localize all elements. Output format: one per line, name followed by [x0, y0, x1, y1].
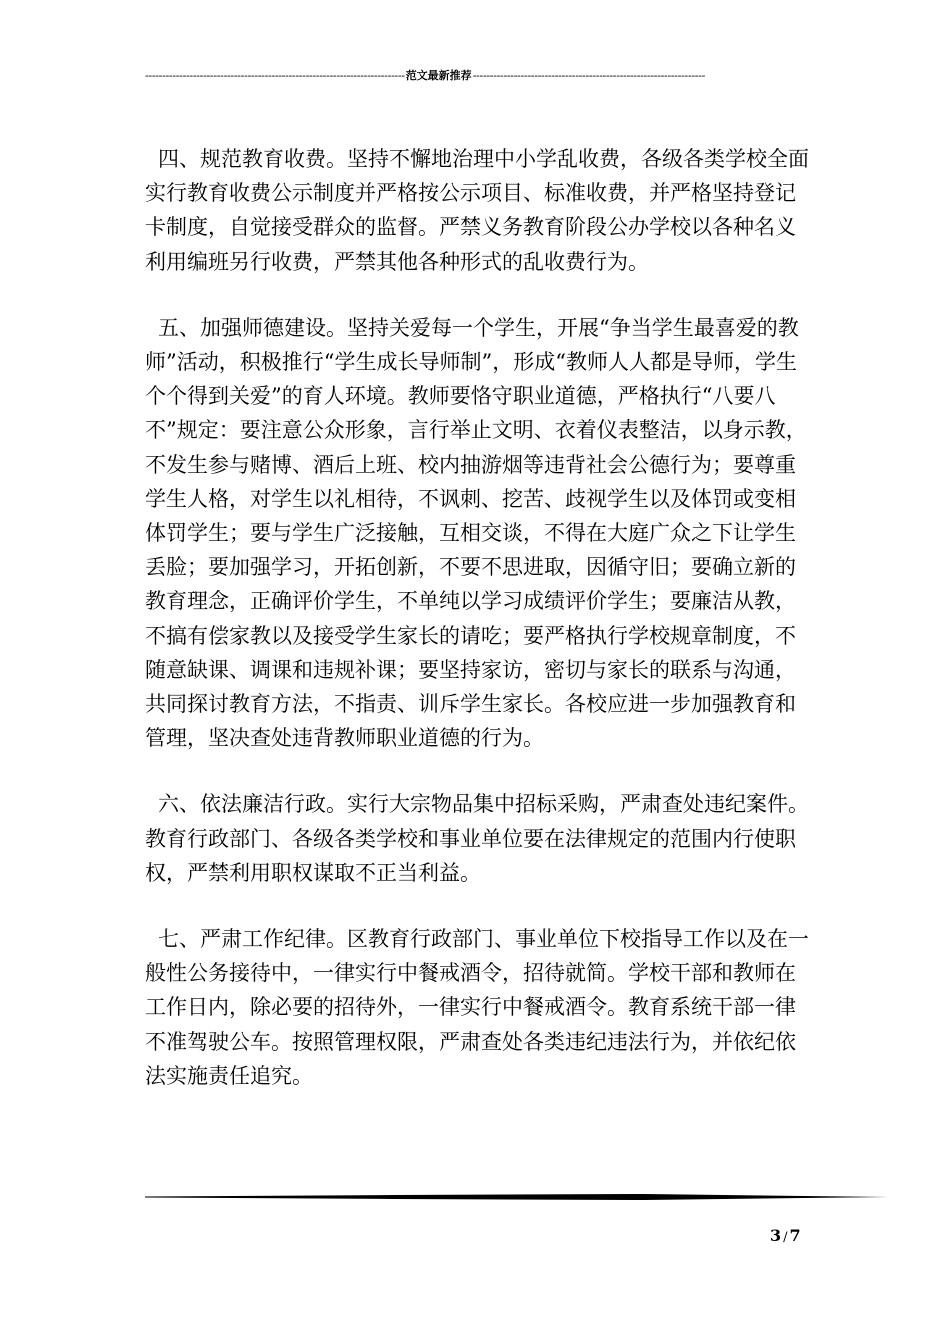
document-body [145, 142, 810, 1125]
paragraph-work-discipline: 七、严肃工作纪律。区教育行政部门、事业单位下校指导工作以及在一般性公务接待中，一律实行中餐戒酒令，招待就简。学校干部和教师在工作日内，除必要的招待外，一律实行中餐戒酒令。教育系统干部一律不准驾驶公车。按照管理权限，严肃查处各类违纪违法行为，并依纪依法实施责任追究。 [145, 927, 809, 1088]
page-total: 7 [789, 1226, 801, 1245]
page-current: 3 [770, 1226, 782, 1245]
paragraph-teacher-ethics: 五、加强师德建设。坚持关爱每一个学生，开展“争当学生最喜爱的教师”活动，积极推行“学生成长导师制”，形成“教师人人都是导师，学生个个得到关爱”的育人环境。教师要恪守职业道德，严格执行“八要八不”规定：要注意公众形象，言行举止文明、衣着仪表整洁，以身示教，不发生参与赌博、酒后上班、校内抽游烟等违背社会公德行为；要尊重学生人格，对学生以礼相待，不讽刺、挖苦、歧视学生以及体罚或变相体罚学生；要与学生广泛接触，互相交谈，不得在大庭广众之下让学生丢脸；要加强学习，开拓创新，不要不思进取，因循守旧；要确立新的教育理念，正确评价学生，不单纯以学习成绩评价学生；要廉洁从教，不搞有偿家教以及接受学生家长的请吃；要严格执行学校规章制度，不随意缺课、调课和违规补课；要坚持家访，密切与家长的联系与沟通，共同探讨教育方法，不指责、训斥学生家长。各校应进一步加强教育和管理，坚决查处违背教师职业道德的行为。 [145, 315, 807, 751]
page-header [145, 64, 805, 88]
page-number [770, 1226, 801, 1245]
header-dashes-left: ---------------------------------------------------------------------------- [145, 69, 405, 82]
header-title: 范文最新推荐 [405, 69, 472, 82]
header-dashes-right: -------------------------------------------------------------------- [472, 69, 706, 82]
paragraph-fee-regulation: 四、规范教育收费。坚持不懈地治理中小学乱收费，各级各类学校全面实行教育收费公示制度并严格按公示项目、标准收费，并严格坚持登记卡制度，自觉接受群众的监督。严禁义务教育阶段公办学校以各种名义利用编班另行收费，严禁其他各种形式的乱收费行为。 [145, 147, 809, 274]
footer-divider [145, 1194, 889, 1200]
paragraph-clean-administration: 六、依法廉洁行政。实行大宗物品集中招标采购，严肃查处违纪案件。教育行政部门、各级各类学校和事业单位要在法律规定的范围内行使职权，严禁利用职权谋取不正当利益。 [145, 792, 809, 885]
page-separator: / [783, 1230, 788, 1245]
